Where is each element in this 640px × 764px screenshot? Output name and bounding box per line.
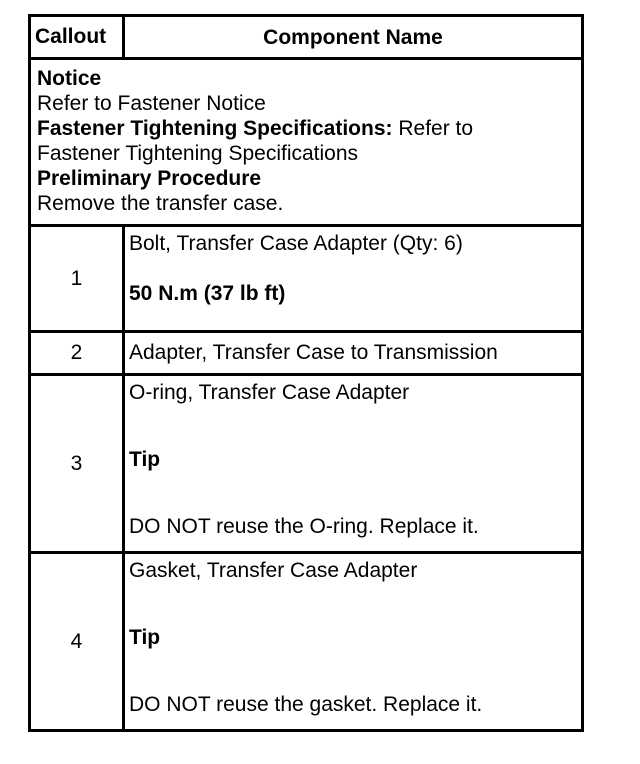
fastener-spec-text-continued: Fastener Tightening Specifications (37, 142, 359, 165)
component-name-column-header: Component Name (263, 25, 443, 49)
table-header-row (31, 17, 581, 57)
fastener-spec-label: Fastener Tightening Specifications: (37, 117, 393, 140)
notice-title: Notice (37, 67, 102, 90)
table-row (31, 224, 581, 330)
component-cell (125, 333, 581, 373)
callout-number: 3 (31, 376, 125, 551)
table-row (31, 330, 581, 373)
preliminary-procedure-label: Preliminary Procedure (37, 167, 262, 190)
tip-text: DO NOT reuse the O-ring. Replace it. (129, 515, 479, 538)
preliminary-procedure-text: Remove the transfer case. (37, 192, 284, 215)
callout-number: 4 (31, 554, 125, 729)
component-cell (125, 227, 581, 330)
table-row (31, 551, 581, 729)
callout-number: 2 (31, 333, 125, 373)
callout-column-header: Callout (31, 17, 125, 57)
callout-number: 1 (31, 227, 125, 330)
tip-label: Tip (129, 626, 161, 649)
notice-text: Refer to Fastener Notice (37, 92, 266, 115)
component-name: Adapter, Transfer Case to Transmission (129, 341, 498, 364)
tip-label: Tip (129, 448, 161, 471)
torque-spec: 50 N.m (37 lb ft) (129, 282, 286, 305)
component-table (28, 14, 584, 732)
component-name: Bolt, Transfer Case Adapter (Qty: 6) (129, 232, 463, 255)
fastener-spec-text: Refer to (392, 117, 474, 140)
component-name: O-ring, Transfer Case Adapter (129, 381, 410, 404)
tip-text: DO NOT reuse the gasket. Replace it. (129, 693, 483, 716)
notice-section (31, 57, 581, 224)
component-cell (125, 376, 581, 551)
component-name: Gasket, Transfer Case Adapter (129, 559, 418, 582)
table-row (31, 373, 581, 551)
fastener-spec-line (37, 116, 575, 141)
component-cell (125, 554, 581, 729)
